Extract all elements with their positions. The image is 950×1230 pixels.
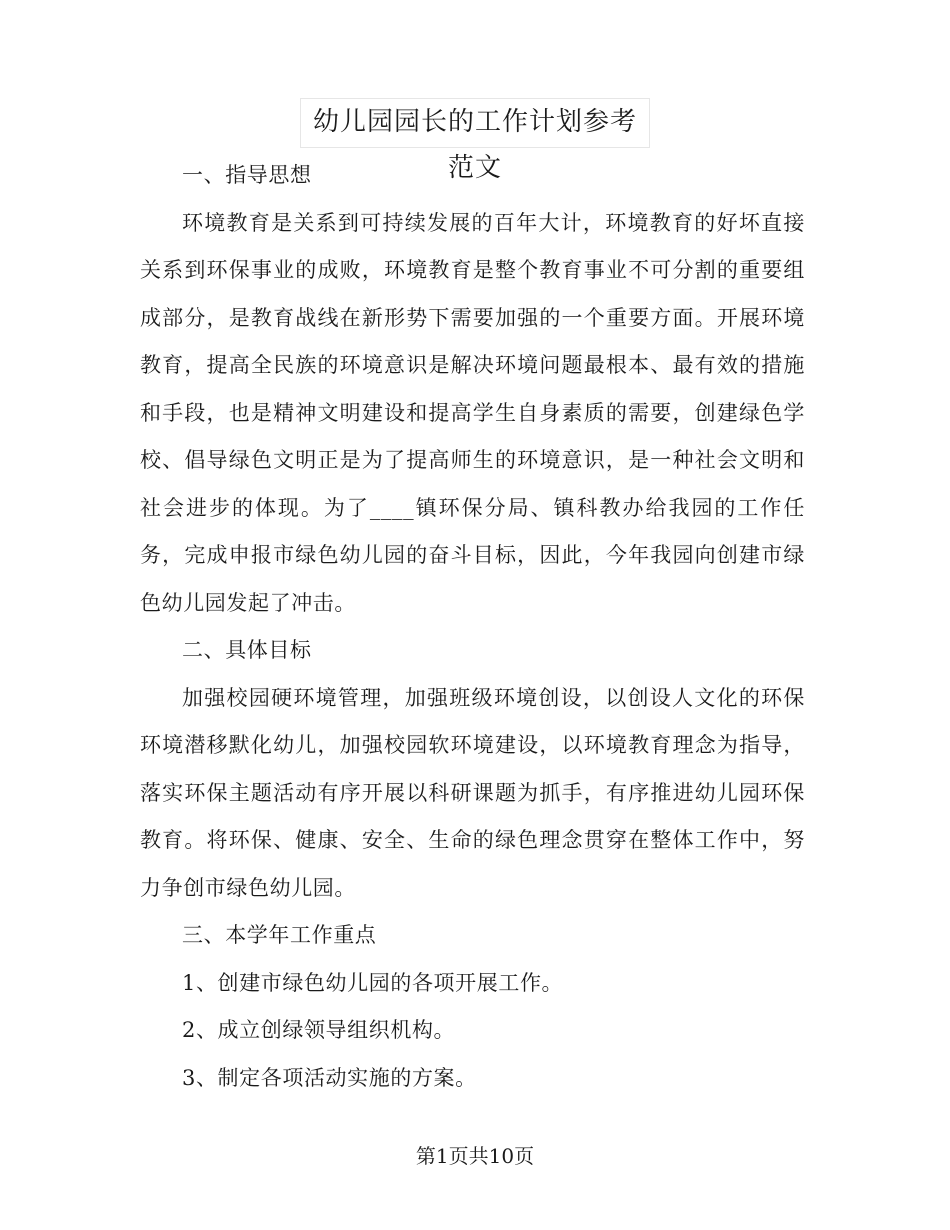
list-item-focus-1: 1、创建市绿色幼儿园的各项开展工作。 <box>182 970 564 995</box>
section-heading-guiding-thought: 一、指导思想 <box>182 163 312 187</box>
page-number-footer: 第1页共10页 <box>415 1144 535 1168</box>
list-item-focus-3: 3、制定各项活动实施的方案。 <box>182 1065 477 1090</box>
section-heading-work-focus: 三、本学年工作重点 <box>182 923 377 947</box>
document-title: 幼儿园园长的工作计划参考范文 <box>300 98 650 148</box>
list-item-focus-2: 2、成立创绿领导组织机构。 <box>182 1018 456 1042</box>
section-heading-specific-goals: 二、具体目标 <box>182 638 312 662</box>
paragraph-specific-goals: 加强校园硬环境管理，加强班级环境创设，以创设人文化的环保环境潜移默化幼儿，加强校园软环境建设，以环境教育理念为指导，落实环保主题活动有序开展以科研课题为抓手，有序推进幼儿园环保教育。将环保、健康、安全、生命的绿色理念贯穿在整体工作中，努力争创市绿色幼儿园。 <box>140 685 805 900</box>
document-body <box>140 152 805 1102</box>
paragraph-guiding-thought: 环境教育是关系到可持续发展的百年大计，环境教育的好坏直接关系到环保事业的成败，环境教育是整个教育事业不可分割的重要组成部分，是教育战线在新形势下需要加强的一个重要方面。开展环境教育，提高全民族的环境意识是解决环境问题最根本、最有效的措施和手段，也是精神文明建设和提高学生自身素质的需要，创建绿色学校、倡导绿色文明正是为了提高师生的环境意识，是一种社会文明和社会进步的体现。为了____镇环保分局、镇科教办给我园的工作任务，完成申报市绿色幼儿园的奋斗目标，因此，今年我园向创建市绿色幼儿园发起了冲击。 <box>140 210 805 615</box>
